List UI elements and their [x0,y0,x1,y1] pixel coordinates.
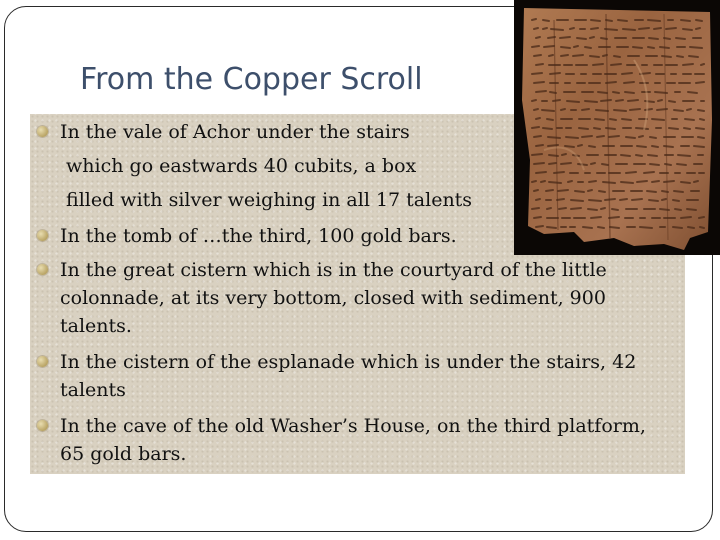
script-stroke [559,208,566,209]
script-stroke [590,37,594,38]
script-stroke [599,191,605,192]
script-stroke [598,227,604,228]
script-stroke [636,128,648,129]
script-stroke [603,182,615,183]
script-stroke [662,191,668,192]
script-stroke [560,37,570,38]
script-stroke [589,146,595,147]
script-stroke [561,163,571,164]
script-stroke [606,128,615,129]
script-stroke [666,28,676,29]
script-stroke [621,182,633,183]
script-stroke [623,29,635,30]
script-stroke [605,29,617,30]
script-stroke [637,181,647,182]
script-stroke [583,227,592,228]
script-stroke [541,181,545,182]
script-stroke [648,47,654,48]
script-stroke [557,199,564,200]
copper-scroll-photo [514,0,720,255]
script-stroke [561,109,565,110]
script-stroke [650,164,659,165]
script-stroke [664,38,670,39]
script-stroke [590,56,599,57]
script-stroke [652,181,659,182]
script-stroke [652,119,664,120]
script-stroke [652,146,658,147]
script-stroke [685,119,694,120]
script-stroke [622,73,632,74]
script-stroke [548,137,560,138]
script-stroke [613,92,619,93]
script-stroke [547,208,551,209]
script-stroke [609,217,619,218]
script-stroke [678,155,690,156]
script-stroke [640,227,652,228]
script-stroke [620,199,627,200]
script-stroke [647,191,656,192]
script-stroke [688,92,697,93]
script-stroke [632,199,642,200]
script-stroke [681,20,690,21]
script-stroke [561,55,568,56]
script-stroke [547,119,553,120]
script-stroke [636,155,642,156]
script-stroke [536,64,543,65]
script-stroke [562,154,566,155]
script-stroke [549,55,553,56]
script-stroke [568,181,572,182]
script-stroke [532,73,542,74]
script-stroke [650,137,656,138]
script-stroke [551,29,563,30]
script-stroke [696,28,700,29]
script-stroke [543,20,549,21]
script-stroke [612,209,618,210]
script-stroke [594,128,600,129]
script-stroke [544,46,554,47]
script-stroke [591,20,600,21]
script-stroke [548,145,558,146]
script-stroke [549,182,561,183]
bullet-text-line: talents. [60,315,132,337]
script-stroke [626,172,636,173]
script-stroke [662,199,666,200]
bullet-text-line: In the cistern of the esplanade which is under the stairs, 42 [60,351,637,373]
script-stroke [536,118,540,119]
script-stroke [534,28,538,29]
script-stroke [618,20,627,21]
script-stroke [601,100,611,101]
script-stroke [606,82,616,83]
script-stroke [582,109,589,110]
bullet-text-line: In the vale of Achor under the stairs [60,121,410,143]
script-stroke [675,209,681,210]
script-stroke [534,190,538,191]
script-stroke [566,137,578,138]
script-stroke [534,55,541,56]
script-stroke [593,64,603,65]
script-stroke [645,109,652,110]
script-stroke [582,136,592,137]
script-stroke [687,109,691,110]
script-stroke [655,92,667,93]
script-stroke [630,109,640,110]
script-stroke [648,155,657,156]
script-stroke [550,73,560,74]
script-stroke [534,82,544,83]
script-stroke [614,56,620,57]
script-stroke [606,20,612,21]
script-stroke [567,101,579,102]
script-stroke [591,163,595,164]
script-stroke [591,28,598,29]
script-stroke [673,200,679,201]
script-stroke [633,47,642,48]
bullet-text-line: colonnade, at its very bottom, closed with sediment, 900 [60,287,606,309]
script-stroke [696,20,702,21]
script-stroke [689,56,698,57]
bullet-text-line: 65 gold bars. [60,443,187,465]
script-stroke [673,227,682,228]
script-stroke [532,19,536,20]
script-stroke [602,164,608,165]
script-stroke [701,64,704,65]
script-stroke [532,208,539,209]
script-stroke [577,38,586,39]
script-stroke [589,200,601,201]
script-stroke [664,146,673,147]
script-stroke [553,100,560,101]
script-stroke [690,47,702,48]
script-stroke [550,92,556,93]
script-stroke [637,146,646,147]
script-stroke [596,110,608,111]
script-stroke [698,137,704,138]
script-stroke [622,119,631,120]
bullet-text-line: talents [60,379,126,401]
script-stroke [700,227,704,228]
script-stroke [536,226,543,227]
script-stroke [536,199,540,200]
script-stroke [677,56,683,57]
script-stroke [589,181,596,182]
script-stroke [669,128,678,129]
script-stroke [696,82,704,83]
script-stroke [609,136,619,137]
script-stroke [549,163,556,164]
script-stroke [588,209,597,210]
script-stroke [660,209,669,210]
script-stroke [543,128,552,129]
script-stroke [546,190,553,191]
script-stroke [660,47,669,48]
script-stroke [601,208,605,209]
script-stroke [639,136,643,137]
bullet-text-line: In the cave of the old Washer’s House, on the third platform, [60,415,646,437]
script-stroke [549,155,558,156]
script-stroke [639,28,649,29]
script-stroke [688,227,694,228]
script-stroke [595,119,604,120]
bullet-text-line: filled with silver weighing in all 17 talents [60,189,473,211]
script-stroke [570,28,574,29]
script-stroke [532,46,539,47]
script-stroke [654,28,661,29]
script-stroke [657,109,667,110]
script-stroke [536,145,543,146]
script-stroke [683,64,693,65]
script-stroke [579,128,588,129]
script-stroke [542,110,554,111]
script-stroke [534,136,541,137]
script-stroke [696,128,704,129]
script-stroke [694,146,704,147]
script-stroke [681,217,691,218]
script-stroke [676,38,685,39]
script-stroke [588,190,592,191]
script-stroke [585,101,597,102]
script-stroke [536,91,546,92]
script-stroke [554,172,564,173]
script-stroke [700,119,704,120]
script-stroke [698,110,704,111]
script-stroke [534,217,541,218]
script-stroke [571,200,583,201]
script-stroke [548,37,555,38]
script-stroke [598,92,607,93]
script-stroke [644,172,654,173]
script-stroke [597,136,604,137]
script-stroke [674,110,683,111]
script-stroke [694,181,698,182]
slide-title: From the Copper Scroll [80,62,423,97]
script-stroke [611,64,621,65]
script-stroke [664,181,674,182]
bullet-text-line: In the tomb of …the third, 100 gold bars. [60,225,457,247]
script-stroke [561,47,570,48]
script-stroke [610,119,616,120]
bullet-text-line: which go eastwards 40 cubits, a box [60,155,417,177]
script-stroke [614,110,626,111]
script-stroke [674,191,683,192]
script-stroke [649,200,658,201]
script-stroke [681,182,690,183]
script-stroke [547,227,556,228]
script-stroke [532,127,539,128]
script-stroke [621,155,630,156]
script-stroke [616,100,623,101]
script-stroke [603,55,607,56]
bullet-text-line: In the great cistern which is in the courtyard of the little [60,259,607,281]
script-stroke [591,217,601,218]
script-stroke [571,208,581,209]
script-stroke [574,46,578,47]
script-stroke [628,100,638,101]
script-stroke [532,100,536,101]
script-stroke [543,28,547,29]
script-stroke [558,190,568,191]
script-stroke [536,172,546,173]
script-stroke [532,154,542,155]
script-stroke [662,56,671,57]
script-stroke [565,146,574,147]
script-stroke [684,128,690,129]
script-stroke [624,82,634,83]
script-stroke [625,92,634,93]
script-stroke [669,101,675,102]
script-stroke [626,137,635,138]
script-stroke [665,164,671,165]
script-stroke [683,29,692,30]
script-stroke [578,145,582,146]
script-stroke [687,209,696,210]
script-stroke [699,217,704,218]
script-stroke [532,181,536,182]
script-stroke [573,55,583,56]
script-stroke [534,163,544,164]
script-stroke [601,38,607,39]
script-stroke [575,191,584,192]
script-stroke [649,38,658,39]
script-stroke [585,47,591,48]
script-stroke [605,199,615,200]
script-stroke [658,100,662,101]
script-stroke [534,109,538,110]
script-stroke [677,164,686,165]
script-stroke [536,37,540,38]
script-stroke [610,227,619,228]
script-stroke [648,20,660,21]
